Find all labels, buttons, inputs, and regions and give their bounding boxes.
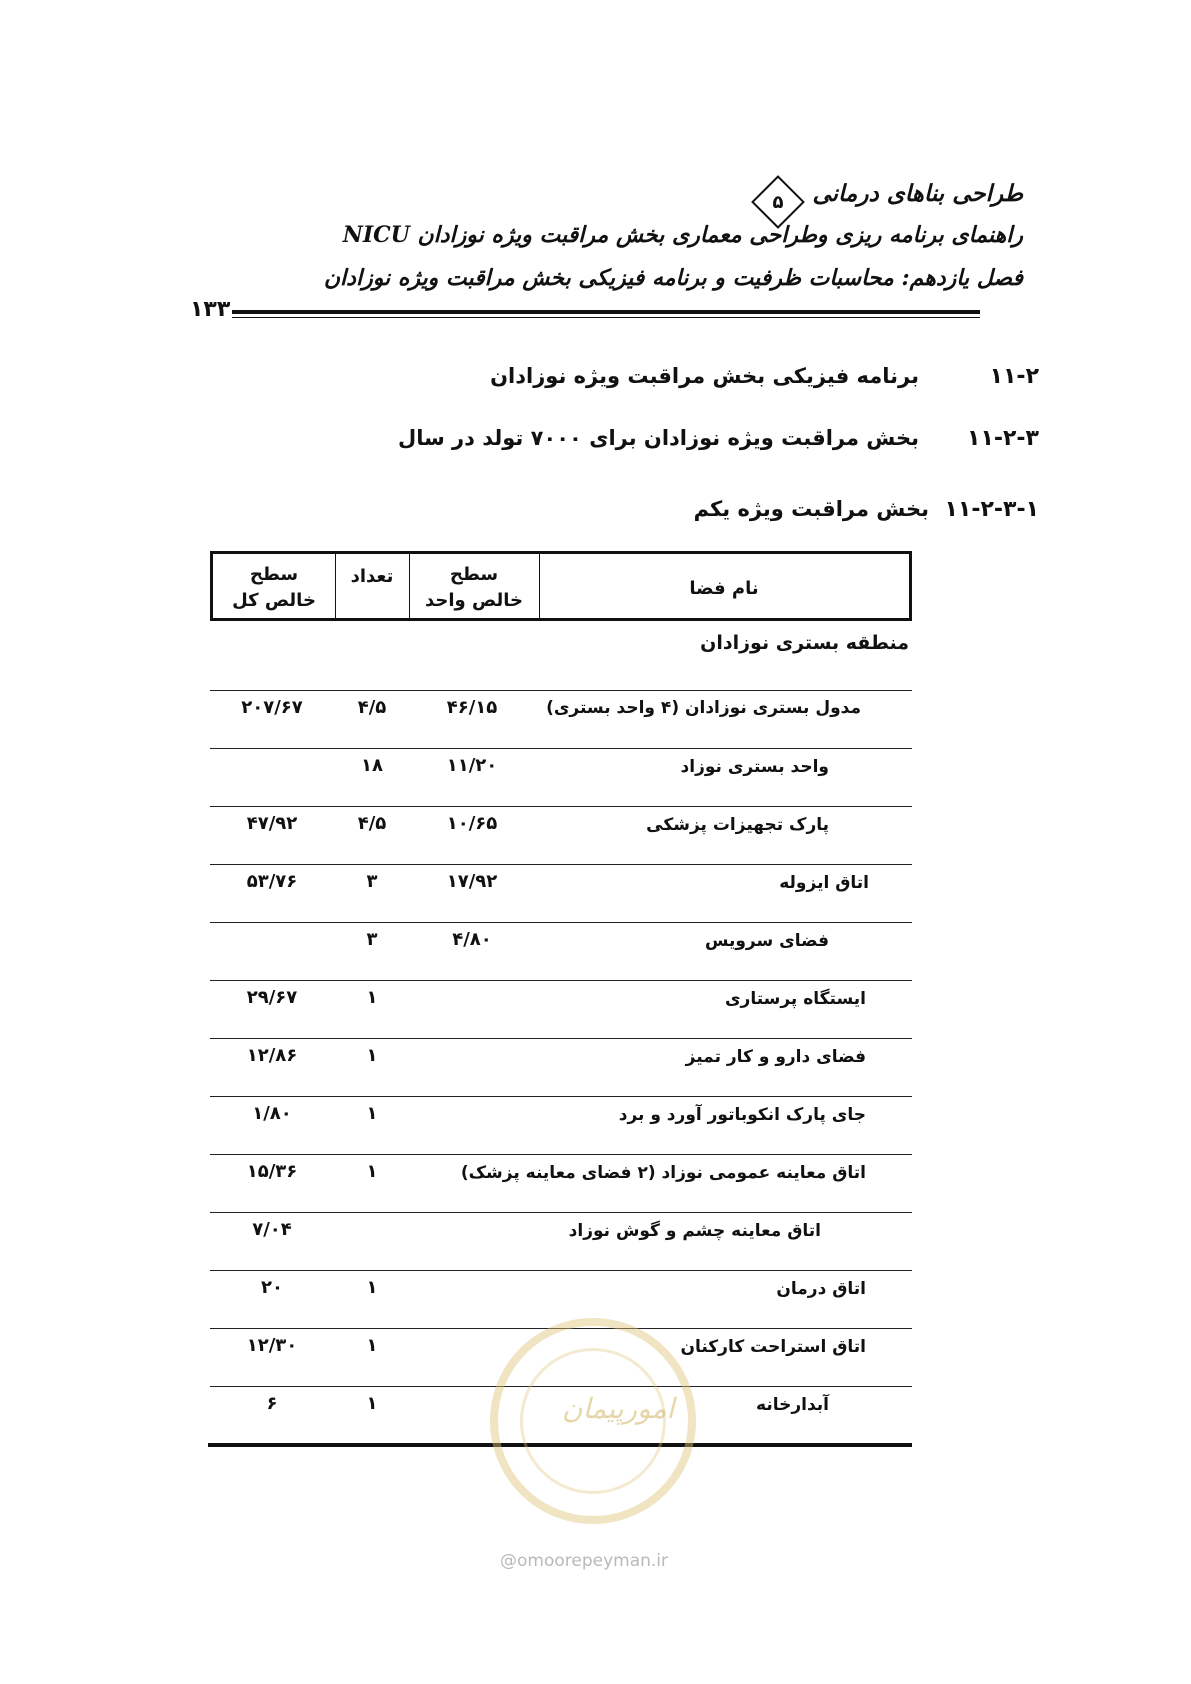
row-count: ۱۸ bbox=[361, 755, 383, 776]
badge-number: ۵ bbox=[772, 191, 784, 213]
row-name: مدول بستری نوزادان (۴ واحد بستری) bbox=[546, 698, 861, 718]
chapter-badge bbox=[751, 175, 805, 229]
row-count: ۱ bbox=[366, 1045, 378, 1066]
row-count: ۴/۵ bbox=[357, 813, 387, 834]
row-divider bbox=[210, 864, 912, 865]
row-name: فضای دارو و کار تمیز bbox=[685, 1047, 866, 1067]
row-name: جای پارک انکوباتور آورد و برد bbox=[618, 1105, 866, 1125]
book-title: طراحی بناهای درمانی bbox=[812, 180, 1023, 207]
row-unit-area: ۴/۸۰ bbox=[452, 929, 492, 950]
row-count: ۱ bbox=[366, 1335, 378, 1356]
row-count: ۱ bbox=[366, 1277, 378, 1298]
row-count: ۱ bbox=[366, 1103, 378, 1124]
watermark-url: @omoorepeyman.ir bbox=[500, 1551, 669, 1571]
row-name: آبدارخانه bbox=[756, 1395, 829, 1415]
row-unit-area: ۱۷/۹۲ bbox=[446, 871, 498, 892]
section-number-2: ۱۱-۲-۳ bbox=[967, 426, 1039, 451]
header-total-area bbox=[213, 562, 335, 614]
row-count: ۳ bbox=[366, 871, 378, 892]
row-unit-area: ۱۰/۶۵ bbox=[446, 813, 498, 834]
row-count: ۱ bbox=[366, 1393, 378, 1414]
row-total-area: ۲۹/۶۷ bbox=[246, 987, 298, 1008]
row-name: ایستگاه پرستاری bbox=[724, 989, 866, 1009]
row-total-area: ۵۳/۷۶ bbox=[246, 871, 298, 892]
book-subtitle: راهنمای برنامه ریزی وطراحی معماری بخش مراقبت ویژه نوزادان NICU bbox=[342, 222, 1023, 248]
section-number-3: ۱۱-۲-۳-۱ bbox=[944, 497, 1039, 522]
row-count: ۳ bbox=[366, 929, 378, 950]
row-unit-area: ۱۱/۲۰ bbox=[446, 755, 498, 776]
row-divider bbox=[210, 1038, 912, 1039]
row-count: ۱ bbox=[366, 987, 378, 1008]
row-name: اتاق معاینه عمومی نوزاد (۲ فضای معاینه پزشک) bbox=[460, 1163, 866, 1183]
row-divider bbox=[210, 806, 912, 807]
row-total-area: ۲۰۷/۶۷ bbox=[241, 697, 303, 718]
header-unit-area bbox=[409, 562, 539, 614]
section-title-2: بخش مراقبت ویژه نوزادان برای ۷۰۰۰ تولد در سال bbox=[397, 426, 919, 450]
row-divider bbox=[210, 980, 912, 981]
row-total-area: ۱/۸۰ bbox=[252, 1103, 292, 1124]
page-number: ۱۳۳ bbox=[190, 297, 231, 322]
header-space-name: نام فضا bbox=[689, 578, 759, 599]
header-count: تعداد bbox=[350, 566, 394, 587]
row-divider bbox=[210, 922, 912, 923]
row-name: اتاق درمان bbox=[776, 1279, 866, 1299]
row-divider bbox=[210, 1096, 912, 1097]
watermark-text: امورپیمان bbox=[562, 1392, 675, 1425]
section-title-3: بخش مراقبت ویژه یکم bbox=[693, 497, 929, 521]
table-header bbox=[210, 551, 912, 621]
row-total-area: ۱۲/۸۶ bbox=[246, 1045, 298, 1066]
row-divider bbox=[210, 1270, 912, 1271]
row-total-area: ۴۷/۹۲ bbox=[246, 813, 298, 834]
section-title-1: برنامه فیزیکی بخش مراقبت ویژه نوزادان bbox=[490, 364, 919, 388]
row-total-area: ۷/۰۴ bbox=[252, 1219, 292, 1240]
row-name: اتاق ایزوله bbox=[779, 873, 869, 893]
row-unit-area: ۴۶/۱۵ bbox=[446, 697, 498, 718]
header-rule-thin bbox=[232, 317, 980, 318]
row-name: اتاق استراحت کارکنان bbox=[680, 1337, 866, 1357]
row-name: فضای سرویس bbox=[704, 931, 829, 951]
row-name: پارک تجهیزات پزشکی bbox=[646, 815, 829, 835]
chapter-title: فصل یازدهم: محاسبات ظرفیت و برنامه فیزیکی بخش مراقبت ویژه نوزادان bbox=[323, 265, 1023, 291]
header-rule bbox=[232, 310, 980, 314]
section-number-1: ۱۱-۲ bbox=[989, 364, 1039, 389]
row-count: ۴/۵ bbox=[357, 697, 387, 718]
zone-title: منطقه بستری نوزادان bbox=[700, 632, 909, 654]
header-total-area-line1: سطح bbox=[249, 564, 299, 585]
row-divider bbox=[210, 1154, 912, 1155]
row-total-area: ۲۰ bbox=[261, 1277, 283, 1298]
row-divider bbox=[210, 690, 912, 691]
header-unit-area-line1: سطح bbox=[449, 564, 499, 585]
row-name: اتاق معاینه چشم و گوش نوزاد bbox=[568, 1221, 821, 1241]
row-divider bbox=[210, 1212, 912, 1213]
header-total-area-line2: خالص کل bbox=[232, 590, 316, 611]
row-total-area: ۱۵/۳۶ bbox=[246, 1161, 298, 1182]
row-name: واحد بستری نوزاد bbox=[680, 757, 829, 777]
row-count: ۱ bbox=[366, 1161, 378, 1182]
row-total-area: ۱۲/۳۰ bbox=[246, 1335, 298, 1356]
header-unit-area-line2: خالص واحد bbox=[424, 590, 524, 611]
row-divider bbox=[210, 748, 912, 749]
row-total-area: ۶ bbox=[266, 1393, 278, 1414]
